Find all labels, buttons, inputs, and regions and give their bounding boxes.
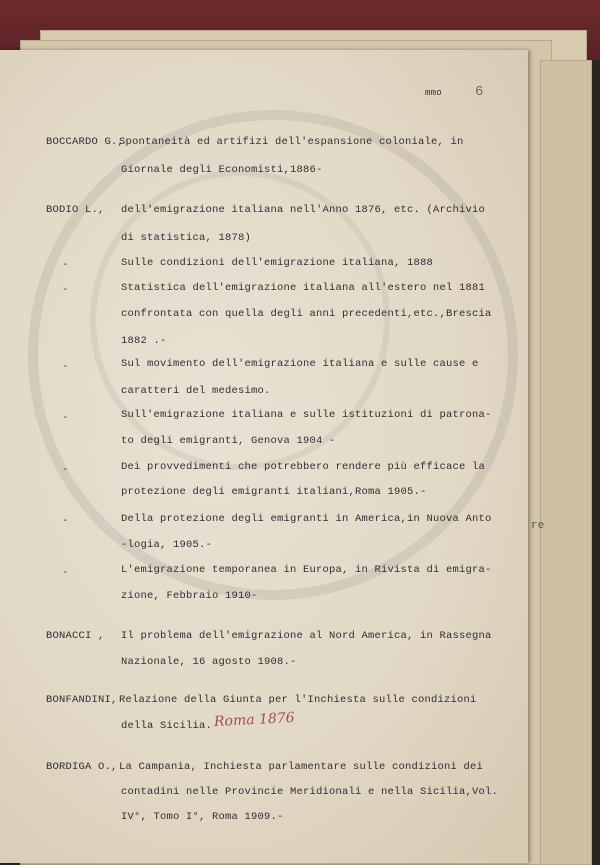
entry-dash: - xyxy=(62,284,69,296)
page-number: 6 xyxy=(475,84,484,100)
entry-line: di statistica, 1878) xyxy=(121,232,252,244)
entry-line: protezione degli emigranti italiani,Roma 1905.- xyxy=(121,486,427,498)
entry-line: Sull'emigrazione italiana e sulle istituzioni di patrona- xyxy=(121,409,492,421)
entry-dash: - xyxy=(62,361,69,373)
handwritten-note: Roma 1876 xyxy=(213,709,296,731)
entry-author: BONACCI , xyxy=(46,630,105,642)
entry-author: BOCCARDO G., xyxy=(46,136,125,148)
entry-line: L'emigrazione temporanea in Europa, in Rivista di emigra- xyxy=(121,564,492,576)
entry-line: contadini nelle Provincie Meridionali e nella Sicilia,Vol. xyxy=(121,786,499,798)
entry-line: Della protezione degli emigranti in America,in Nuova Anto xyxy=(121,513,492,525)
entry-line: -logia, 1905.- xyxy=(121,539,213,551)
entry-author: BODIO L., xyxy=(46,204,105,216)
entry-line: Dei provvedimenti che potrebbero rendere più efficace la xyxy=(121,461,486,473)
entry-line: Statistica dell'emigrazione italiana all'estero nel 1881 xyxy=(121,282,486,294)
entry-line: IV°, Tomo I°, Roma 1909.- xyxy=(121,811,284,823)
entry-line: 1882 .- xyxy=(121,335,167,347)
entry-line: Nazionale, 16 agosto 1908.- xyxy=(121,656,297,668)
entry-line: Il problema dell'emigrazione al Nord America, in Rassegna xyxy=(121,630,492,642)
entry-line: Sul movimento dell'emigrazione italiana e sulle cause e xyxy=(121,358,479,370)
entry-dash: - xyxy=(62,259,69,271)
entry-dash: - xyxy=(62,567,69,579)
entry-line: to degli emigranti, Genova 1904 - xyxy=(121,435,336,447)
entry-line: Giornale degli Economisti,1886- xyxy=(121,164,323,176)
entry-author: BORDIGA O., xyxy=(46,761,118,773)
entry-line: La Campania, Inchiesta parlamentare sulle condizioni dei xyxy=(119,761,484,773)
entry-line: Sulle condizioni dell'emigrazione italiana, 1888 xyxy=(121,257,434,269)
entry-dash: - xyxy=(62,464,69,476)
page-number-prefix: mmo xyxy=(425,88,442,98)
entry-line: dell'emigrazione italiana nell'Anno 1876, etc. (Archivio xyxy=(121,204,486,216)
entry-line: caratteri del medesimo. xyxy=(121,385,271,397)
entry-line: zione, Febbraio 1910- xyxy=(121,590,258,602)
back-sheet-3 xyxy=(540,60,592,865)
side-page-fragment: re xyxy=(531,520,545,532)
entry-line: della Sicilia. xyxy=(121,720,213,732)
entry-line: Relazione della Giunta per l'Inchiesta sulle condizioni xyxy=(119,694,477,706)
entry-author: BONFANDINI, xyxy=(46,694,118,706)
entry-dash: - xyxy=(62,412,69,424)
entry-line: confrontata con quella degli anni precedenti,etc.,Brescia xyxy=(121,308,492,320)
document-page xyxy=(0,50,528,863)
entry-line: Spontaneità ed artifizi dell'espansione coloniale, in xyxy=(119,136,464,148)
entry-dash: - xyxy=(62,515,69,527)
